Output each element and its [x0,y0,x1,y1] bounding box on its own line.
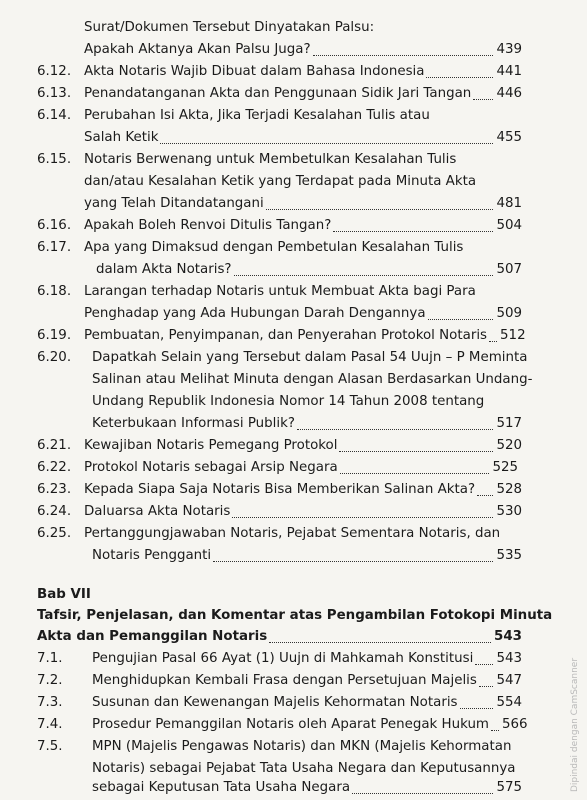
dot-leader [475,664,493,665]
toc-line [92,391,484,413]
toc-line [92,777,522,799]
entry-text: Pengujian Pasal 66 Ayat (1) Uujn di Mahkamah Konstitusi [92,651,474,666]
entry-text: sebagai Keputusan Tata Usaha Negara [92,780,351,795]
dot-leader [213,561,493,562]
chapter-label [37,584,91,606]
toc-line [92,670,522,692]
chapter-title-text: Akta dan Pemanggilan Notaris [37,629,268,644]
toc-line [84,479,522,501]
entry-number: 6.12. [37,64,72,79]
toc-line [92,369,532,391]
toc-line [84,303,522,325]
entry-number: 6.24. [37,504,72,519]
entry-text: Penandatanganan Akta dan Penggunaan Sidik Jari Tangan [84,86,472,101]
dot-leader [333,231,493,232]
entry-text: Notaris Pengganti [92,548,212,563]
page-number: 439 [496,42,522,57]
toc-line [84,127,522,149]
toc-line [84,171,476,193]
entry-text: Larangan terhadap Notaris untuk Membuat Akta bagi Para [84,284,476,299]
entry-text: Apa yang Dimaksud dengan Pembetulan Kesalahan Tulis [84,240,464,255]
page-number: 509 [496,306,522,321]
dot-leader [297,429,493,430]
entry-number: 6.16. [37,218,72,233]
entry-number: 6.14. [37,108,72,123]
entry-text: Perubahan Isi Akta, Jika Terjadi Kesalahan Tulis atau [84,108,430,123]
entry-number: 7.4. [37,717,63,732]
page-number: 525 [492,460,518,475]
page-number: 446 [496,86,522,101]
entry-text: Kewajiban Notaris Pemegang Protokol [84,438,338,453]
toc-line [84,215,522,237]
entry-number: 6.13. [37,86,72,101]
page-number: 504 [496,218,522,233]
page-number: 575 [496,780,522,795]
entry-text: Salah Ketik [84,130,159,145]
entry-number: 6.25. [37,526,72,541]
page-number: 517 [496,416,522,431]
dot-leader [479,686,494,687]
toc-line [84,457,518,479]
dot-leader [428,319,494,320]
entry-number: 6.22. [37,460,72,475]
toc-line [84,281,476,303]
toc-line [96,259,522,281]
toc-line [84,61,522,83]
entry-text: Protokol Notaris sebagai Arsip Negara [84,460,338,475]
entry-text: Pertanggungjawaban Notaris, Pejabat Sementara Notaris, dan [84,526,501,541]
dot-leader [340,473,490,474]
page-number: 543 [496,651,522,666]
toc-line [84,325,526,347]
entry-text: Pembuatan, Penyimpanan, dan Penyerahan Protokol Notaris [84,328,488,343]
entry-text: Salinan atau Melihat Minuta dengan Alasan Berdasarkan Undang- [92,372,533,387]
page-number: 455 [496,130,522,145]
dot-leader [234,275,494,276]
entry-number: 6.23. [37,482,72,497]
entry-text: dalam Akta Notaris? [96,262,232,277]
entry-text: Notaris Berwenang untuk Membetulkan Kesalahan Tulis [84,152,457,167]
toc-line [84,523,500,545]
entry-text: Menghidupkan Kembali Frasa dengan Persetujuan Majelis [92,673,477,688]
chapter-title-text: Tafsir, Penjelasan, dan Komentar atas Pengambilan Fotokopi Minuta [37,608,553,623]
entry-text: Prosedur Pemanggilan Notaris oleh Aparat Penegak Hukum [92,717,489,732]
entry-text: Daluarsa Akta Notaris [84,504,231,519]
dot-leader [426,77,493,78]
entry-text: Susunan dan Kewenangan Majelis Kehormatan Notaris [92,695,458,710]
page-number: 520 [496,438,522,453]
dot-leader [352,793,493,794]
toc-line [84,83,522,105]
toc-line [92,347,527,369]
toc-line [92,545,522,567]
entry-text: dan/atau Kesalahan Ketik yang Terdapat pada Minuta Akta [84,174,477,189]
entry-text: Dapatkah Selain yang Tersebut dalam Pasal 54 Uujn – P Meminta [92,350,528,365]
entry-text: yang Telah Ditandatangani [84,196,264,211]
page-number: 547 [496,673,522,688]
page-number: 566 [501,717,528,732]
toc-line [84,105,430,127]
entry-text: Notaris) sebagai Pejabat Tata Usaha Negara dan Keputusannya [92,761,516,776]
toc-line [84,149,456,171]
entry-number: 7.1. [37,651,63,666]
dot-leader [339,451,493,452]
dot-leader [266,209,494,210]
entry-text: Penghadap yang Ada Hubungan Darah Dengannya [84,306,426,321]
toc-line [84,435,522,457]
dot-leader [160,143,493,144]
entry-text: Undang Republik Indonesia Nomor 14 Tahun 2008 tentang [92,394,485,409]
dot-leader [489,341,497,342]
dot-leader [460,708,494,709]
entry-text: Akta Notaris Wajib Dibuat dalam Bahasa Indonesia [84,64,425,79]
toc-line [92,648,522,670]
toc-line [84,39,522,61]
page-number: 528 [496,482,522,497]
page-number: 554 [496,695,522,710]
entry-number: 7.5. [37,739,63,754]
entry-text: Kepada Siapa Saja Notaris Bisa Memberikan Salinan Akta? [84,482,476,497]
dot-leader [313,55,494,56]
toc-line [92,736,511,758]
page-number: 507 [496,262,522,277]
page-number: 543 [494,629,522,644]
entry-text: Apakah Boleh Renvoi Ditulis Tangan? [84,218,332,233]
dot-leader [473,99,493,100]
toc-line [92,692,522,714]
dot-leader [477,495,493,496]
dot-leader [491,730,499,731]
page-number: 441 [496,64,522,79]
scanner-watermark [567,650,583,800]
entry-number: 6.15. [37,152,72,167]
entry-number: 6.18. [37,284,72,299]
entry-text: Surat/Dokumen Tersebut Dinyatakan Palsu: [84,20,375,35]
entry-text: Keterbukaan Informasi Publik? [92,416,295,431]
entry-number: 6.20. [37,350,72,365]
toc-line [92,714,528,736]
toc-line [84,237,463,259]
chapter-title [37,605,552,627]
toc-line [84,17,374,39]
page-number: 512 [500,328,526,343]
page-number: 481 [496,196,522,211]
dot-leader [232,517,493,518]
entry-number: 6.21. [37,438,72,453]
toc-line [92,413,522,435]
watermark-text: Dipindai dengan CamScanner [570,657,581,793]
page-number: 535 [496,548,522,563]
toc-line [84,501,522,523]
entry-number: 7.2. [37,673,63,688]
entry-number: 6.17. [37,240,72,255]
entry-text: Apakah Aktanya Akan Palsu Juga? [84,42,311,57]
page-number: 530 [496,504,522,519]
entry-text: MPN (Majelis Pengawas Notaris) dan MKN (Majelis Kehormatan [92,739,512,754]
dot-leader [269,642,491,643]
entry-number: 7.3. [37,695,63,710]
toc-line [84,193,522,215]
chapter-title [37,626,522,648]
entry-number: 6.19. [37,328,72,343]
chapter-label-text: Bab VII [37,587,91,602]
